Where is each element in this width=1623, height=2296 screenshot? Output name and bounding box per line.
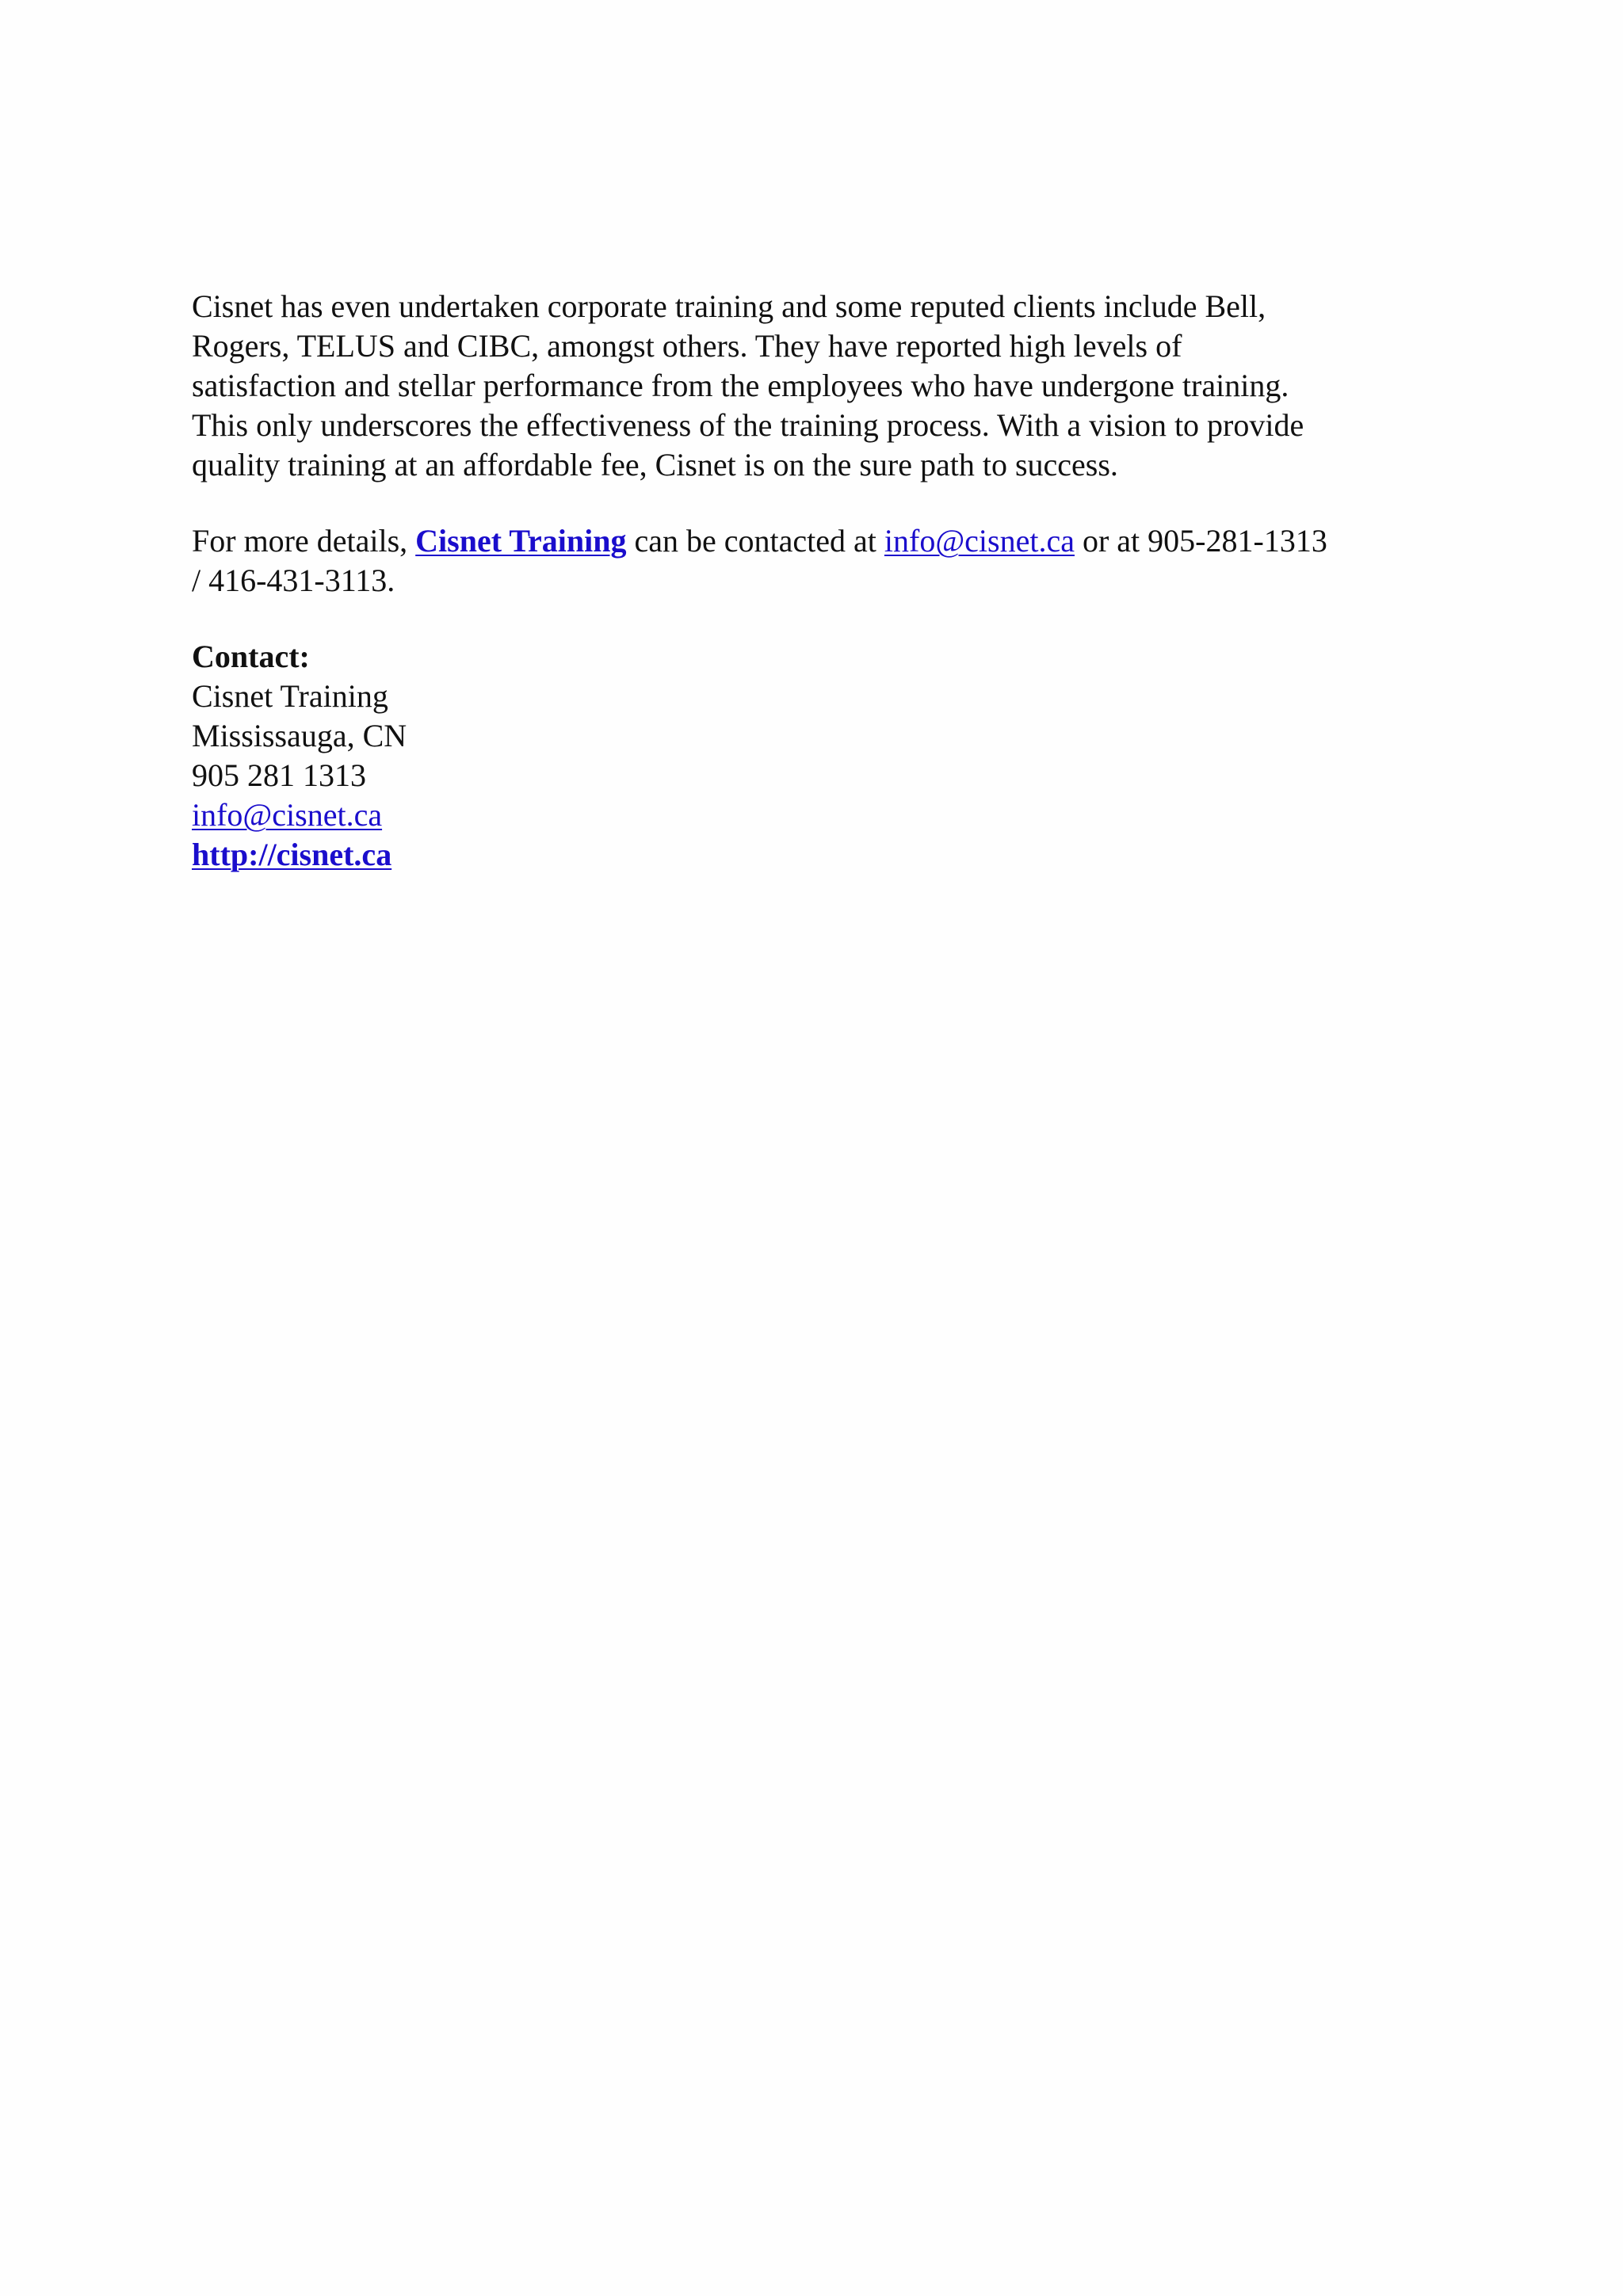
- paragraph-spacer: [192, 601, 1491, 637]
- intro-paragraph: [192, 287, 1491, 485]
- document-page: [192, 287, 1491, 875]
- details-line-1: [192, 521, 1491, 561]
- cisnet-training-link[interactable]: Cisnet Training: [415, 523, 627, 559]
- paragraph-spacer: [192, 485, 1491, 521]
- contact-block: [192, 637, 1491, 875]
- contact-website-link[interactable]: http://cisnet.ca: [192, 837, 392, 872]
- details-suffix: or at 905-281-1313: [1074, 523, 1327, 559]
- intro-line: Rogers, TELUS and CIBC, amongst others. They have reported high levels of: [192, 328, 1182, 364]
- details-middle: can be contacted at: [626, 523, 884, 559]
- details-prefix: For more details,: [192, 523, 416, 559]
- intro-line: satisfaction and stellar performance from the employees who have undergone training.: [192, 368, 1289, 403]
- details-line-2: / 416-431-3113.: [192, 563, 395, 598]
- details-paragraph: [192, 521, 1491, 601]
- contact-heading: Contact:: [192, 639, 310, 674]
- intro-line: quality training at an affordable fee, Cisnet is on the sure path to success.: [192, 447, 1118, 482]
- contact-city: Mississauga, CN: [192, 718, 407, 753]
- details-email-link[interactable]: info@cisnet.ca: [884, 523, 1075, 559]
- contact-email-link[interactable]: info@cisnet.ca: [192, 797, 383, 833]
- contact-phone: 905 281 1313: [192, 757, 366, 793]
- intro-line: This only underscores the effectiveness of the training process. With a vision to provide: [192, 407, 1304, 443]
- contact-name: Cisnet Training: [192, 678, 388, 714]
- intro-line: Cisnet has even undertaken corporate training and some reputed clients include Bell,: [192, 288, 1266, 324]
